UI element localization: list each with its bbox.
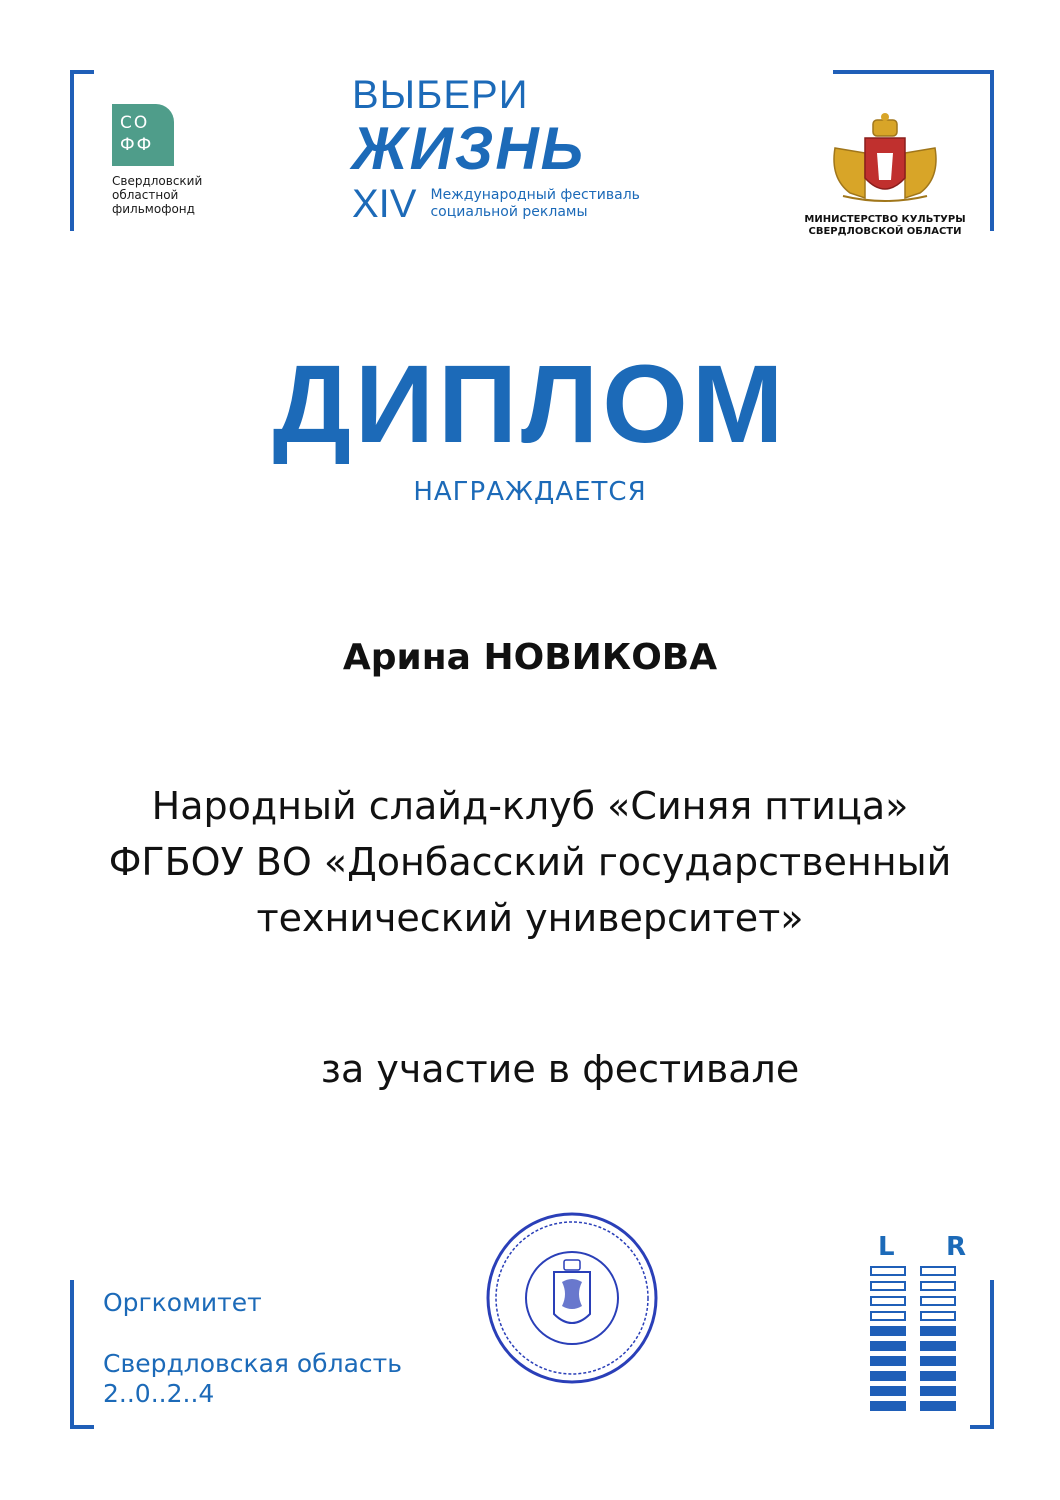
film-fund-badge-icon	[112, 104, 174, 166]
meter-segment	[870, 1266, 906, 1276]
film-fund-logo	[112, 104, 242, 216]
meter-segment	[920, 1281, 956, 1291]
meter-segment	[870, 1341, 906, 1351]
organizing-committee	[103, 1287, 503, 1409]
meter-segment	[920, 1326, 956, 1336]
meter-segment	[920, 1386, 956, 1396]
festival-logo-line2: ЖИЗНЬ	[352, 115, 586, 182]
festival-subtitle-2: социальной рекламы	[430, 204, 588, 220]
ministry-name-line-1: МИНИСТЕРСТВО КУЛЬТУРЫ	[804, 214, 966, 225]
award-reason: за участие в фестивале	[320, 1047, 800, 1091]
meter-segment	[920, 1356, 956, 1366]
festival-logo	[352, 74, 712, 224]
frame-corner-bottom-right	[970, 1280, 994, 1429]
official-stamp-icon	[484, 1210, 660, 1386]
awarded-label: НАГРАЖДАЕТСЯ	[413, 477, 647, 507]
meter-segment	[870, 1356, 906, 1366]
meter-segment	[920, 1401, 956, 1411]
frame-corner-bottom-left	[70, 1280, 94, 1429]
ministry-name-line-2: СВЕРДЛОВСКОЙ ОБЛАСТИ	[808, 226, 962, 237]
meter-segment	[920, 1266, 956, 1276]
organization-line-1: Народный слайд-клуб «Синяя птица»	[151, 784, 909, 828]
organization-line-3: технический университет»	[256, 896, 804, 940]
meter-segment	[870, 1371, 906, 1381]
film-fund-badge-glyphs: СО ФФ	[120, 113, 154, 155]
meter-left-label: L	[878, 1232, 895, 1262]
meter-segment	[870, 1326, 906, 1336]
frame-corner-top-left	[70, 70, 94, 231]
meter-segment	[920, 1296, 956, 1306]
festival-subtitle-1: Международный фестиваль	[430, 187, 640, 203]
lr-level-meter	[870, 1232, 970, 1416]
meter-segment	[870, 1386, 906, 1396]
right-channel-meter	[920, 1266, 956, 1416]
festival-logo-line1: ВЫБЕРИ	[352, 73, 529, 117]
film-fund-name: Свердловский областной фильмофонд	[112, 174, 203, 216]
meter-segment	[870, 1281, 906, 1291]
recipient-organization	[0, 778, 1060, 946]
left-channel-meter	[870, 1266, 906, 1416]
meter-segment	[870, 1311, 906, 1321]
meter-segment	[920, 1341, 956, 1351]
festival-edition-number: XIV	[352, 182, 417, 226]
diploma-title: ДИПЛОМ	[272, 343, 788, 466]
coat-of-arms-icon	[825, 108, 945, 204]
committee-label: Оргкомитет	[103, 1288, 262, 1317]
meter-segment	[920, 1311, 956, 1321]
year-label: 2..0..2..4	[103, 1379, 215, 1408]
ministry-logo	[800, 108, 970, 238]
meter-segment	[870, 1401, 906, 1411]
region-label: Свердловская область	[103, 1349, 402, 1378]
meter-right-label: R	[945, 1232, 966, 1262]
meter-segment	[870, 1296, 906, 1306]
organization-line-2: ФГБОУ ВО «Донбасский государственный	[108, 840, 952, 884]
meter-segment	[920, 1371, 956, 1381]
recipient-name: Арина НОВИКОВА	[342, 637, 718, 678]
